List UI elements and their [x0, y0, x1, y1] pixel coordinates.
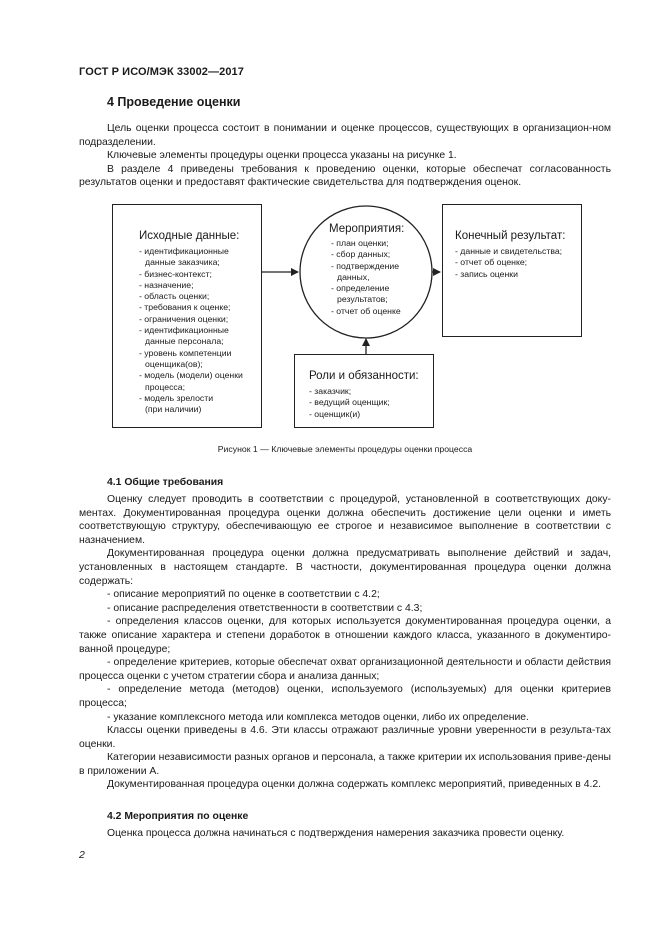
- subsection-4-2-title: 4.2 Мероприятия по оценке: [107, 811, 249, 822]
- inputs-item: - модель (модели) оценки: [139, 370, 243, 381]
- activities-item: - определение: [331, 283, 390, 294]
- outputs-item: - запись оценки: [455, 268, 518, 279]
- page-number: 2: [79, 849, 85, 861]
- paragraph: Оценку следует проводить в соответствии с процедурой, установленной в соответствующих доку-ментах. Документированная процедура оценки должна обеспечить достижение цели оценки и иметь соответствующую структуру, обеспечивающую ее строгое и независимое выполнение в соответствии с назначением.: [79, 494, 611, 546]
- paragraph: Документированная процедура оценки должна предусматривать выполнение действий и задач, установленных в настоящем стандарте. В частности, документированная процедура оценки должна содержать:: [79, 548, 611, 587]
- inputs-item: - требования к оценке;: [139, 302, 231, 313]
- activities-item: - отчет об оценке: [331, 305, 401, 316]
- list-item: - определение критериев, которые обеспечат охват организационной деятельности и области действия процесса оценки с учетом стратегии сбора и анализа данных;: [79, 657, 611, 682]
- roles-item: - оценщик(и): [309, 408, 361, 419]
- inputs-item: оценщика(ов);: [145, 358, 203, 369]
- outputs-box: [442, 204, 582, 337]
- paragraph: Документированная процедура оценки должна содержать комплекс мероприятий, приведенных в 4.2.: [107, 779, 602, 791]
- roles-title: Роли и обязанности:: [309, 370, 419, 382]
- activities-item: - сбор данных;: [331, 249, 391, 260]
- activities-item: - план оценки;: [331, 238, 389, 248]
- subsection-4-2-text: [79, 827, 611, 841]
- outputs-title: Конечный результат:: [455, 230, 566, 242]
- paragraph: Классы оценки приведены в 4.6. Эти классы отражают различные уровни уверенности в результа-тах оценки.: [79, 725, 611, 750]
- outputs-item: - отчет об оценке;: [455, 257, 528, 268]
- inputs-item: (при наличии): [145, 404, 202, 415]
- document-header: ГОСТ Р ИСО/МЭК 33002—2017: [79, 66, 244, 78]
- inputs-title: Исходные данные:: [139, 230, 240, 242]
- subsection-4-1-title: 4.1 Общие требования: [107, 477, 224, 488]
- roles-item: - ведущий оценщик;: [309, 397, 390, 408]
- roles-item: - заказчик;: [309, 386, 352, 396]
- inputs-item: - область оценки;: [139, 291, 210, 302]
- inputs-item: - идентификационные: [139, 246, 229, 256]
- intro-text: [79, 122, 611, 190]
- inputs-item: - идентификационные: [139, 325, 229, 336]
- intro-paragraph: Ключевые элементы процедуры оценки процесса указаны на рисунке 1.: [107, 150, 457, 162]
- inputs-item: - назначение;: [139, 279, 194, 290]
- outputs-list: [455, 246, 562, 280]
- inputs-item: - бизнес-контекст;: [139, 268, 212, 279]
- list-item: - определение метода (методов) оценки, используемого (используемых) для оценки критериев процесса;: [79, 684, 611, 709]
- list-item: - указание комплексного метода или комплекса методов оценки, либо их определение.: [107, 711, 529, 723]
- roles-list: [309, 386, 390, 420]
- intro-paragraph: Цель оценки процесса состоит в понимании и оценке процессов, существующих в организацион-ном подразделении.: [79, 123, 611, 148]
- list-item: - описание мероприятий по оценке в соответствии с 4.2;: [107, 589, 380, 601]
- inputs-item: процесса;: [145, 381, 186, 392]
- outputs-item: - данные и свидетельства;: [455, 246, 563, 256]
- section-title: 4 Проведение оценки: [107, 95, 241, 109]
- list-item: - определения классов оценки, для которых используется документированная процедура оценки, а также описание характера и степени доработок в отношении каждого класса, указанного в документиро-ванной процедуре;: [79, 616, 611, 655]
- activities-title: Мероприятия:: [329, 223, 405, 235]
- subsection-4-1-text: [79, 493, 611, 792]
- activities-list: [329, 238, 401, 317]
- activities-item: данных,: [337, 271, 370, 282]
- figure-caption: Рисунок 1 — Ключевые элементы процедуры оценки процесса: [217, 444, 473, 454]
- intro-paragraph: В разделе 4 приведены требования к проведению оценки, которые обеспечат согласованность результатов оценки и предоставят фактические свидетельства для подтверждения оценок.: [79, 163, 611, 189]
- paragraph: Оценка процесса должна начинаться с подтверждения намерения заказчика провести оценку.: [107, 828, 565, 839]
- inputs-item: данные персонала;: [145, 336, 224, 347]
- figure-1: [79, 198, 611, 438]
- roles-box: [294, 354, 434, 428]
- list-item: - описание распределения ответственности в соответствии с 4.3;: [107, 602, 423, 614]
- inputs-item: - уровень компетенции: [139, 347, 232, 358]
- inputs-item: данные заказчика;: [145, 257, 220, 268]
- inputs-item: - модель зрелости: [139, 392, 214, 403]
- activities-item: результатов;: [337, 294, 388, 305]
- inputs-item: - ограничения оценки;: [139, 313, 229, 324]
- activities-item: - подтверждение: [331, 260, 400, 271]
- paragraph: Категории независимости разных органов и персонала, а также критерии их использования приве-дены в приложении А.: [79, 752, 611, 777]
